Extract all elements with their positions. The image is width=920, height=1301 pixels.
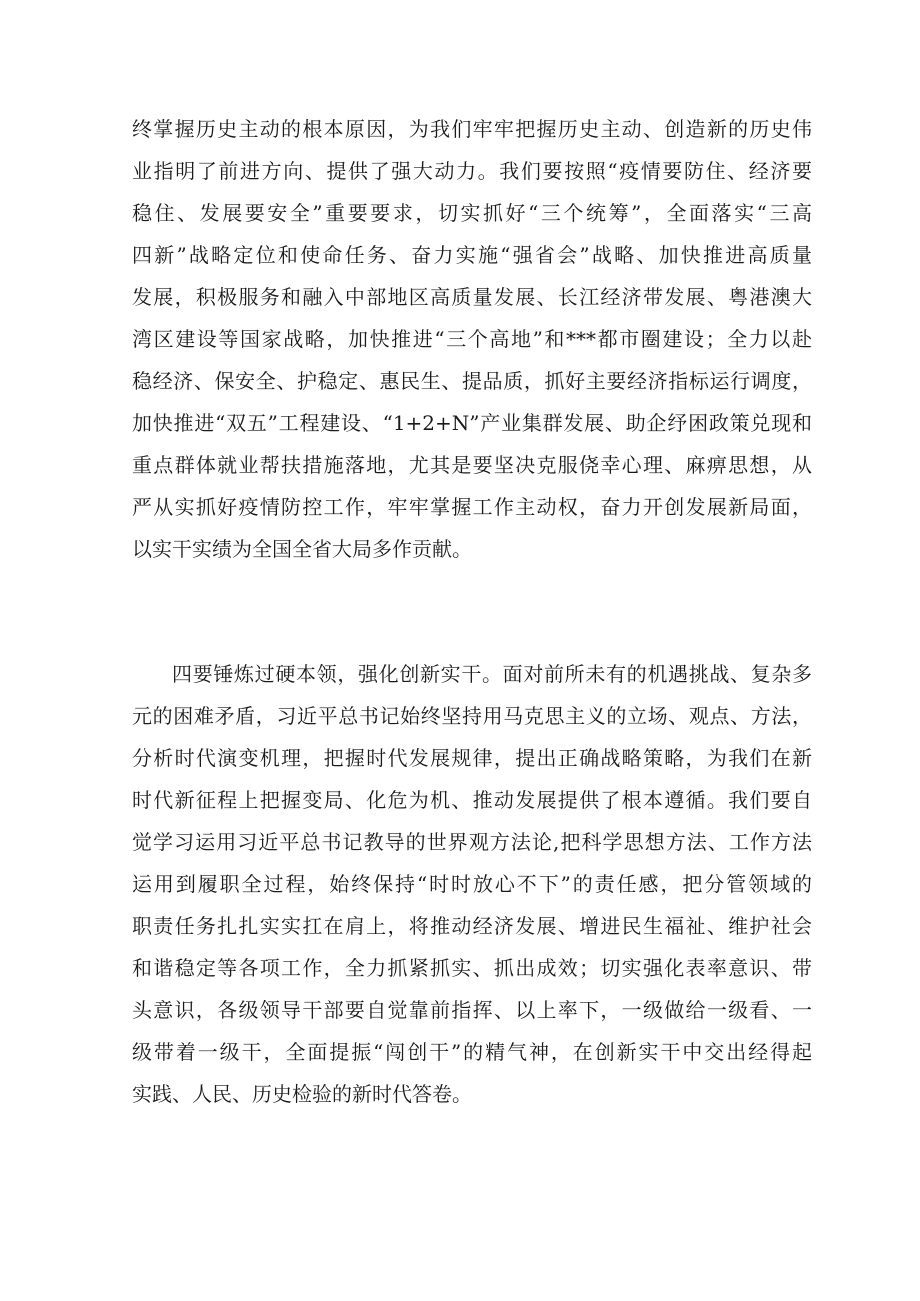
text-line: 湾区建设等国家战略，加快推进“三个高地”和***都市圈建设；全力以赴 — [132, 327, 812, 351]
text-line: 终掌握历史主动的根本原因，为我们牢牢把握历史主动、创造新的历史伟 — [132, 117, 812, 141]
text-line: 级带着一级干，全面提振“闯创干”的精气神，在创新实干中交出经得起 — [132, 1040, 812, 1064]
text-line: 以实干实绩为全国全省大局多作贡献。 — [132, 537, 472, 561]
text-line: 觉学习运用习近平总书记教导的世界观方法论,把科学思想方法、工作方法 — [132, 830, 812, 854]
text-line: 实践、人民、历史检验的新时代答卷。 — [132, 1082, 472, 1106]
text-line: 发展，积极服务和融入中部地区高质量发展、长江经济带发展、粤港澳大 — [132, 285, 812, 309]
paragraph-2 — [132, 653, 812, 1115]
text-line: 头意识，各级领导干部要自觉靠前指挥、以上率下，一级做给一级看、一 — [132, 998, 812, 1022]
text-line: 稳住、发展要安全”重要要求，切实抓好“三个统筹”，全面落实“三高 — [132, 201, 812, 225]
text-line: 稳经济、保安全、护稳定、惠民生、提品质，抓好主要经济指标运行调度， — [132, 369, 812, 393]
text-line: 四新”战略定位和使命任务、奋力实施“强省会”战略、加快推进高质量 — [132, 243, 812, 267]
text-line: 业指明了前进方向、提供了强大动力。我们要按照“疫情要防住、经济要 — [132, 159, 812, 183]
text-line: 运用到履职全过程，始终保持“时时放心不下”的责任感，把分管领域的 — [132, 872, 812, 896]
text-line: 时代新征程上把握变局、化危为机、推动发展提供了根本遵循。我们要自 — [132, 788, 812, 812]
text-line: 加快推进“双五”工程建设、“1+2+N”产业集群发展、助企纾困政策兑现和 — [132, 411, 812, 435]
text-line: 分析时代演变机理，把握时代发展规律，提出正确战略策略，为我们在新 — [132, 746, 812, 770]
text-line: 严从实抓好疫情防控工作，牢牢掌握工作主动权，奋力开创发展新局面， — [132, 495, 812, 519]
text-line: 重点群体就业帮扶措施落地，尤其是要坚决克服侥幸心理、麻痹思想，从 — [132, 453, 812, 477]
text-line: 职责任务扎扎实实扛在肩上，将推动经济发展、增进民生福祉、维护社会 — [132, 914, 812, 938]
text-line: 和谐稳定等各项工作，全力抓紧抓实、抓出成效；切实强化表率意识、带 — [132, 956, 812, 980]
paragraph-1 — [132, 108, 812, 570]
text-line: 四要锤炼过硬本领，强化创新实干。面对前所未有的机遇挑战、复杂多 — [172, 662, 812, 686]
text-line: 元的困难矛盾，习近平总书记始终坚持用马克思主义的立场、观点、方法， — [132, 704, 812, 728]
